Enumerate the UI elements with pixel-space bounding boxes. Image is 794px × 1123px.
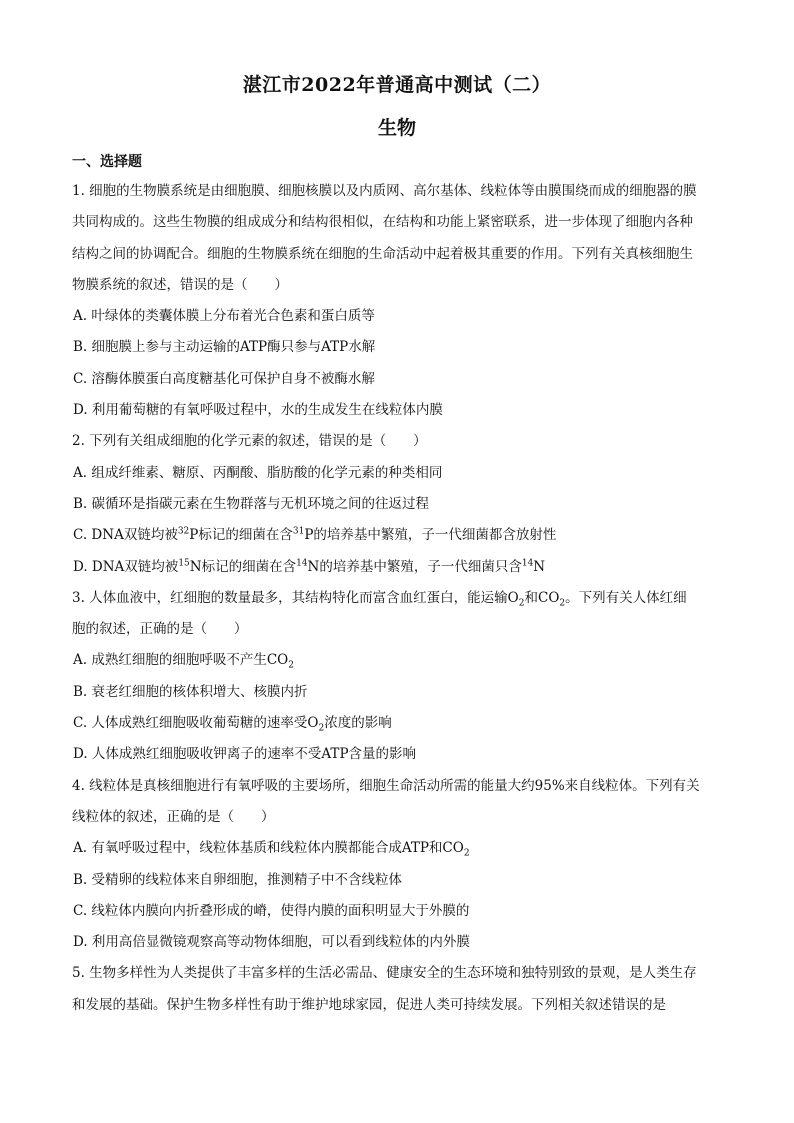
text: N的培养基中繁殖，子一代细菌只含	[307, 558, 522, 575]
question-stem-line: 胞的叙述，正确的是（ ）	[72, 621, 248, 638]
subscript: 2	[463, 848, 470, 859]
question-2	[72, 426, 724, 582]
text: 。下列有关人体红细	[565, 589, 687, 606]
subject-title: 生物	[377, 117, 416, 139]
option-d: D. 人体成熟红细胞吸收钾离子的速率不受ATP含量的影响	[73, 746, 417, 763]
superscript: 15	[178, 558, 190, 569]
option-a	[72, 833, 724, 864]
question-4	[72, 771, 724, 959]
question-3	[72, 583, 724, 771]
text: A. 成熟红细胞的细胞呼吸不产生CO	[73, 652, 289, 669]
question-stem-line: 5. 生物多样性为人类提供了丰富多样的生活必需品、健康安全的生态环境和独特别致的景观，是人类生存	[72, 965, 697, 982]
option-d	[72, 552, 724, 583]
option-b: B. 碳循环是指碳元素在生物群落与无机环境之间的往返过程	[73, 495, 430, 512]
option-a	[72, 645, 724, 676]
text: D. DNA双链均被	[73, 558, 179, 575]
question-stem-line: 2. 下列有关组成细胞的化学元素的叙述，错误的是（ ）	[72, 433, 427, 450]
question-stem-line: 结构之间的协调配合。细胞的生物膜系统在细胞的生命活动中起着极其重要的作用。下列有关真核细胞生	[72, 245, 693, 262]
superscript: 31	[292, 526, 305, 537]
section-heading: 一、选择题	[72, 154, 142, 170]
superscript: 14	[521, 558, 534, 569]
question-stem-line: 4. 线粒体是真核细胞进行有氧呼吸的主要场所，细胞生命活动所需的能量大约95%来自线粒体。下列有关	[72, 777, 700, 794]
option-d: D. 利用葡萄糖的有氧呼吸过程中，水的生成发生在线粒体内膜	[73, 402, 443, 419]
text: P标记的细菌在含	[189, 527, 293, 544]
question-list	[72, 176, 724, 1021]
subscript: 2	[288, 661, 294, 672]
text: C. DNA双链均被	[73, 527, 178, 544]
superscript: 14	[296, 558, 308, 569]
question-stem-line: 1. 细胞的生物膜系统是由细胞膜、细胞核膜以及内质网、高尔基体、线粒体等由膜围绕而成的细胞器的膜	[72, 183, 697, 199]
text: 3. 人体血液中，红细胞的数量最多，其结构特化而富含血红蛋白，能运输O	[72, 589, 519, 606]
option-c: C. 溶酶体膜蛋白高度糖基化可保护自身不被酶水解	[73, 370, 375, 387]
option-c	[72, 708, 724, 739]
text: 和CO	[524, 589, 560, 606]
text: P的培养基中繁殖，子一代细菌都含放射性	[304, 527, 557, 544]
subscript: 2	[559, 598, 566, 609]
option-a: A. 叶绿体的类囊体膜上分布着光合色素和蛋白质等	[73, 308, 375, 325]
option-b: B. 衰老红细胞的核体积增大、核膜内折	[73, 683, 308, 700]
question-stem-line	[72, 583, 724, 614]
option-c	[72, 520, 724, 551]
option-c: C. 线粒体内膜向内折叠形成的嵴，使得内膜的面积明显大于外膜的	[73, 902, 470, 919]
question-stem-line: 和发展的基础。保护生物多样性有助于维护地球家园，促进人类可持续发展。下列相关叙述错误的是	[72, 996, 666, 1013]
option-b: B. 受精卵的线粒体来自卵细胞，推测精子中不含线粒体	[73, 871, 403, 888]
superscript: 32	[177, 526, 190, 537]
question-stem-line: 物膜系统的叙述，错误的是（ ）	[72, 276, 288, 293]
question-stem-line: 共同构成的。这些生物膜的组成成分和结构很相似，在结构和功能上紧密联系，进一步体现了细胞内各种	[72, 214, 693, 231]
question-1	[72, 176, 724, 426]
question-5	[72, 958, 724, 1021]
question-stem-line: 线粒体的叙述，正确的是（ ）	[72, 808, 275, 825]
text: C. 人体成熟红细胞吸收葡萄糖的速率受O	[73, 715, 319, 732]
option-b: B. 细胞膜上参与主动运输的ATP酶只参与ATP水解	[73, 339, 376, 356]
text: 浓度的影响	[324, 715, 392, 732]
subscript: 2	[518, 598, 525, 609]
text: N标记的细菌在含	[189, 558, 297, 575]
option-a: A. 组成纤维素、糖原、丙酮酸、脂肪酸的化学元素的种类相同	[73, 464, 443, 481]
option-d: D. 利用高倍显微镜观察高等动物体细胞，可以看到线粒体的内外膜	[73, 934, 470, 951]
document-title: 湛江市2022年普通高中测试（二）	[242, 74, 552, 96]
text: N	[533, 558, 546, 575]
text: A. 有氧呼吸过程中，线粒体基质和线粒体内膜都能合成ATP和CO	[73, 840, 464, 857]
subscript: 2	[318, 723, 325, 734]
